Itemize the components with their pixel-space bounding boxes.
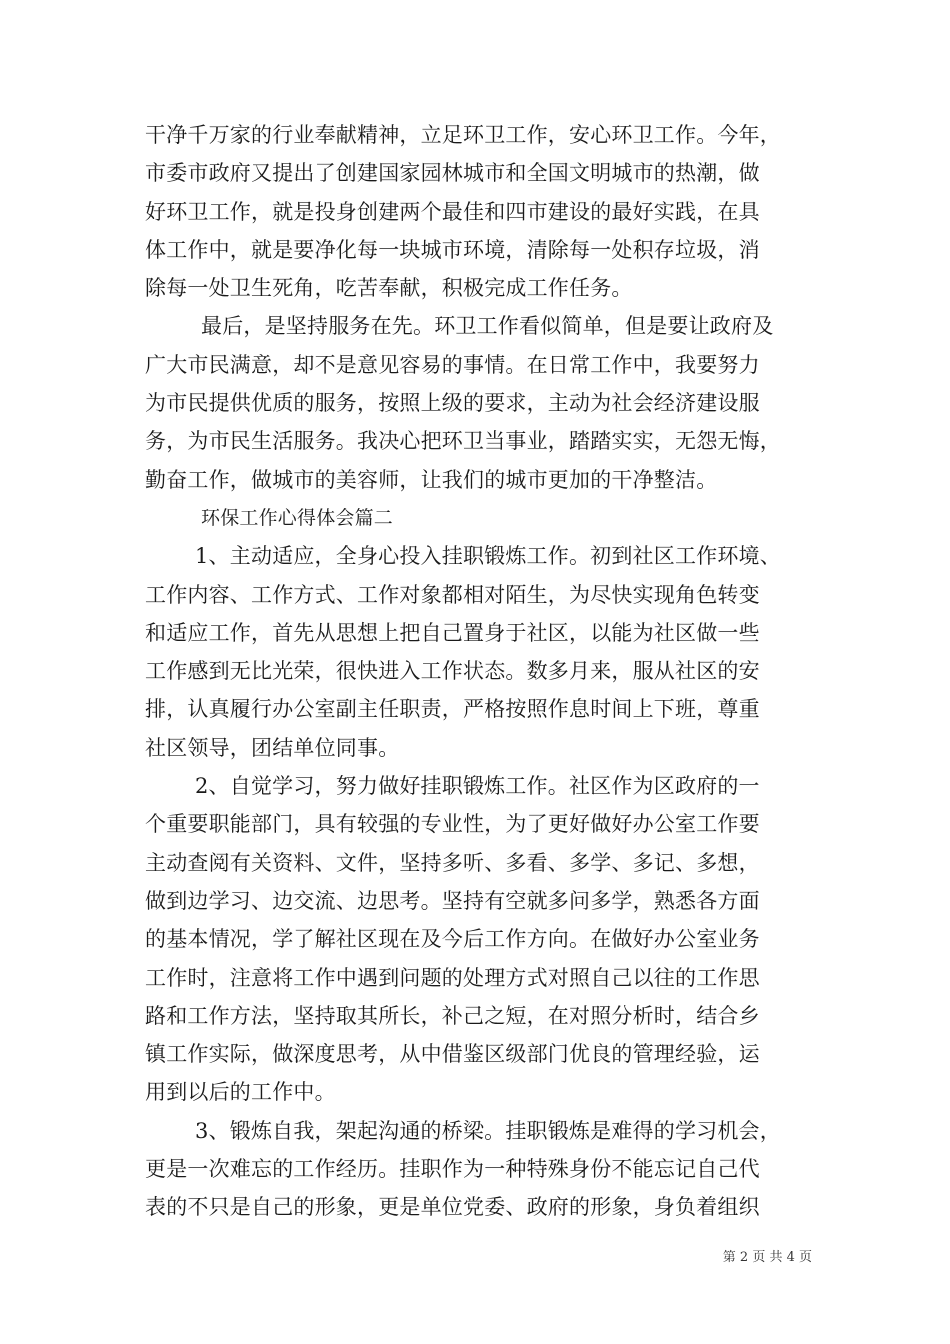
text-line: 工作时，注意将工作中遇到问题的处理方式对照自己以往的工作思 [145,965,760,990]
text-line: 勤奋工作，做城市的美容师，让我们的城市更加的干净整洁。 [145,467,718,492]
text-line: 3、锻炼自我，架起沟通的桥梁。挂职锻炼是难得的学习机会， [195,1118,781,1143]
section-heading: 环保工作心得体会篇二 [201,506,394,529]
text-line: 最后，是坚持服务在先。环卫工作看似简单，但是要让政府及 [201,314,774,339]
text-line: 市委市政府又提出了创建国家园林城市和全国文明城市的热潮，做 [145,161,760,186]
text-line: 做到边学习、边交流、边思考。坚持有空就多问多学，熟悉各方面 [145,888,760,913]
text-line: 和适应工作，首先从思想上把自己置身于社区，以能为社区做一些 [145,620,760,645]
text-line: 表的不只是自己的形象，更是单位党委、政府的形象，身负着组织 [145,1195,760,1220]
text-line: 为市民提供优质的服务，按照上级的要求，主动为社会经济建设服 [145,391,760,416]
page-number: 第 2 页 共 4 页 [722,1250,812,1265]
text-line: 更是一次难忘的工作经历。挂职作为一种特殊身份不能忘记自己代 [145,1157,760,1182]
text-line: 社区领导，团结单位同事。 [145,735,400,760]
text-line: 体工作中，就是要净化每一块城市环境，清除每一处积存垃圾，消 [145,237,760,262]
text-line: 主动查阅有关资料、文件，坚持多听、多看、多学、多记、多想， [145,850,760,875]
text-line: 务，为市民生活服务。我决心把环卫当事业，踏踏实实，无怨无悔， [145,429,781,454]
text-line: 用到以后的工作中。 [145,1080,336,1105]
text-line: 除每一处卫生死角，吃苦奉献，积极完成工作任务。 [145,276,633,301]
text-line: 1、主动适应，全身心投入挂职锻炼工作。初到社区工作环境、 [195,544,781,569]
text-line: 工作内容、工作方式、工作对象都相对陌生，为尽快实现角色转变 [145,582,760,607]
text-line: 路和工作方法，坚持取其所长，补己之短，在对照分析时，结合乡 [145,1003,760,1028]
text-line: 好环卫工作，就是投身创建两个最佳和四市建设的最好实践，在具 [145,199,760,224]
text-line: 排，认真履行办公室副主任职责，严格按照作息时间上下班，尊重 [145,697,760,722]
document-body [145,116,815,1227]
text-line: 工作感到无比光荣，很快进入工作状态。数多月来，服从社区的安 [145,659,760,684]
text-line: 2、自觉学习，努力做好挂职锻炼工作。社区作为区政府的一 [195,774,760,799]
text-line: 镇工作实际，做深度思考，从中借鉴区级部门优良的管理经验，运 [145,1042,760,1067]
text-line: 干净千万家的行业奉献精神，立足环卫工作，安心环卫工作。今年， [145,123,781,147]
text-line: 个重要职能部门，具有较强的专业性，为了更好做好办公室工作要 [145,812,760,837]
text-line: 的基本情况，学了解社区现在及今后工作方向。在做好办公室业务 [145,927,760,952]
text-line: 广大市民满意，却不是意见容易的事情。在日常工作中，我要努力 [145,352,760,377]
